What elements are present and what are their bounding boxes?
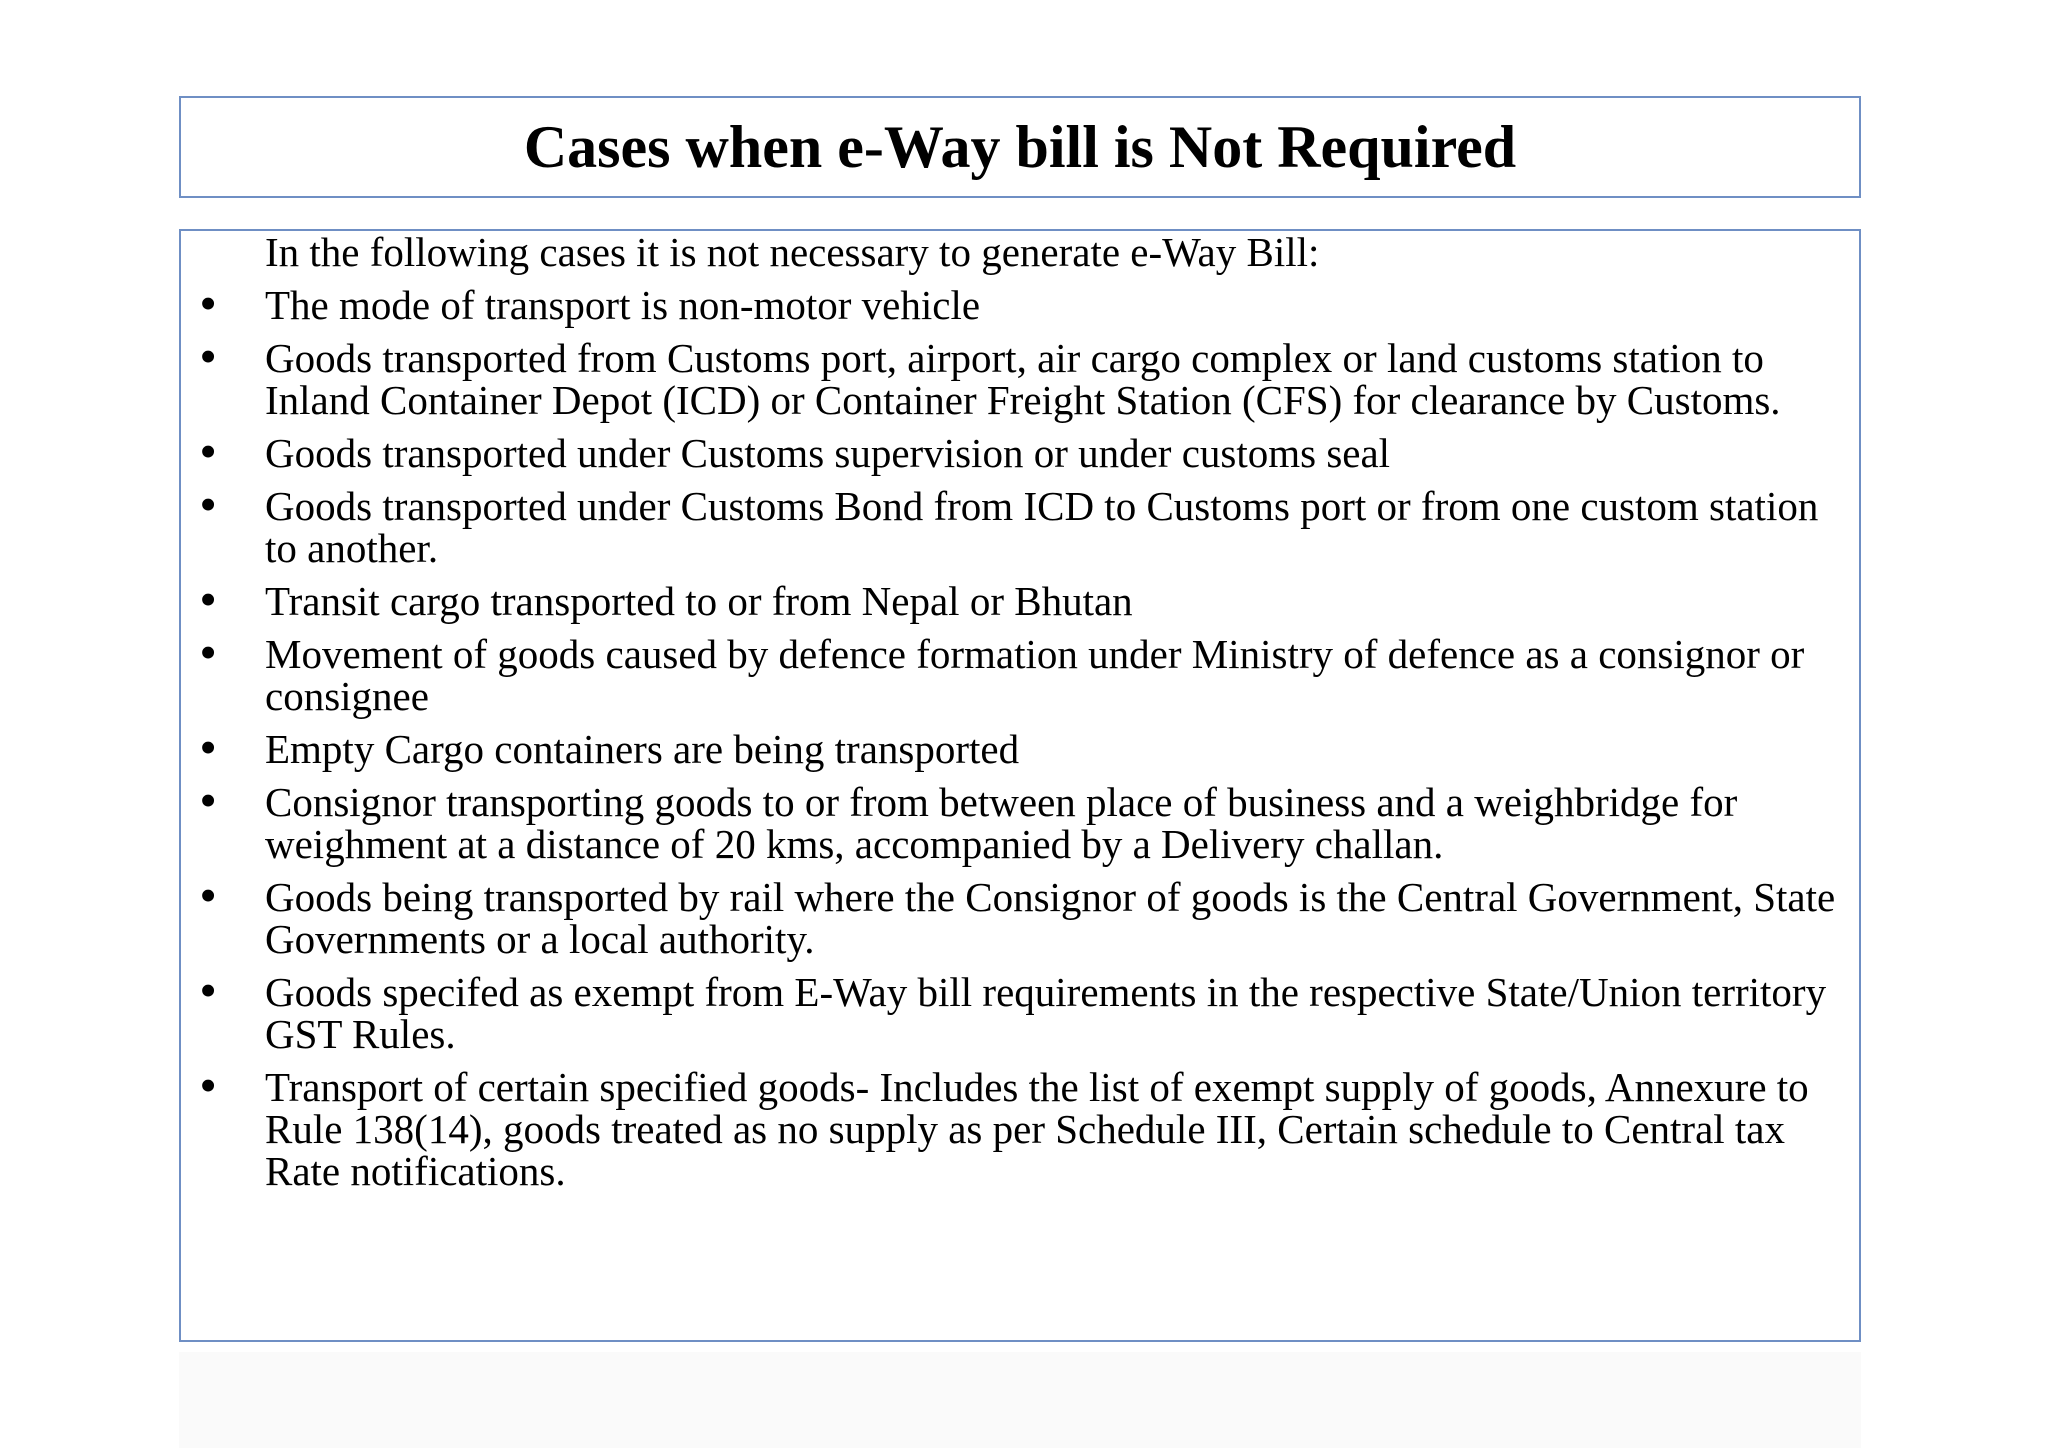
bullet-list xyxy=(181,281,1859,1203)
bullet-icon: • xyxy=(196,630,221,678)
list-item-text: Goods transported under Customs Bond from ICD to Customs port or from one custom station to another. xyxy=(265,483,1819,571)
list-item xyxy=(181,1063,1859,1194)
list-item xyxy=(181,429,1859,477)
list-item-text: Transport of certain specified goods- Includes the list of exempt supply of goods, Annexure to Rule 138(14), goods treated as no supply as per Schedule III, Certain schedule to Central tax Rate notifications. xyxy=(265,1064,1809,1194)
list-item-text: Goods transported from Customs port, airport, air cargo complex or land customs station to Inland Container Depot (ICD) or Container Freight Station (CFS) for clearance by Customs. xyxy=(265,335,1781,423)
list-item xyxy=(181,281,1859,329)
bullet-icon: • xyxy=(196,968,221,1016)
bullet-icon: • xyxy=(196,1063,221,1111)
bullet-icon: • xyxy=(196,334,221,382)
list-item xyxy=(181,873,1859,962)
list-item xyxy=(181,482,1859,571)
slide-title: Cases when e-Way bill is Not Required xyxy=(523,114,1517,180)
content-box xyxy=(179,229,1861,1342)
list-item xyxy=(181,334,1859,423)
list-item xyxy=(181,968,1859,1057)
list-item-text: Goods being transported by rail where the Consignor of goods is the Central Government, State Governments or a local authority. xyxy=(265,874,1836,962)
bullet-icon: • xyxy=(196,873,221,921)
list-item-text: Consignor transporting goods to or from between place of business and a weighbridge for weighment at a distance of 20 kms, accompanied by a Delivery challan. xyxy=(265,779,1738,867)
bullet-icon: • xyxy=(196,577,221,625)
list-item xyxy=(181,630,1859,719)
list-item xyxy=(181,725,1859,773)
title-box xyxy=(179,96,1861,198)
bullet-icon: • xyxy=(196,281,221,329)
list-item-text: Movement of goods caused by defence formation under Ministry of defence as a consignor or consignee xyxy=(265,631,1805,719)
list-item-text: Goods specifed as exempt from E-Way bill requirements in the respective State/Union territory GST Rules. xyxy=(265,969,1827,1057)
list-item xyxy=(181,577,1859,625)
intro-text: In the following cases it is not necessary to generate e-Way Bill: xyxy=(265,229,1320,275)
list-item-text: The mode of transport is non-motor vehicle xyxy=(265,282,981,328)
list-item-text: Transit cargo transported to or from Nepal or Bhutan xyxy=(265,578,1133,624)
bullet-icon: • xyxy=(196,725,221,773)
list-item xyxy=(181,778,1859,867)
bullet-icon: • xyxy=(196,778,221,826)
bullet-icon: • xyxy=(196,482,221,530)
list-item-text: Goods transported under Customs supervision or under customs seal xyxy=(265,430,1391,476)
page-shadow xyxy=(179,1352,1861,1448)
bullet-icon: • xyxy=(196,429,221,477)
list-item-text: Empty Cargo containers are being transported xyxy=(265,726,1020,772)
